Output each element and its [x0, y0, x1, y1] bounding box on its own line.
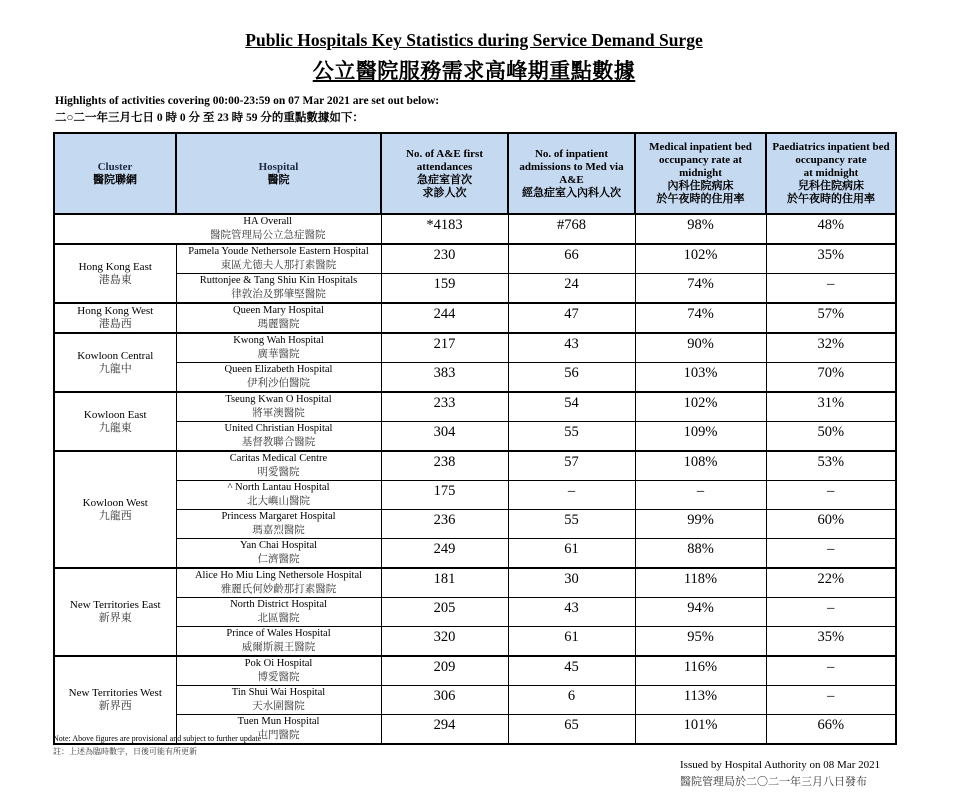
header-ae-attendances — [381, 133, 508, 214]
hospital-name-zh: 博愛醫院 — [257, 672, 300, 683]
med-admissions: 65 — [508, 715, 635, 745]
paed-occupancy: 70% — [766, 363, 896, 393]
hospital-name-cell — [176, 303, 381, 333]
med-occupancy: 118% — [635, 568, 766, 598]
header-hospital-zh: 醫院 — [267, 173, 290, 186]
hospital-row — [54, 274, 896, 304]
paed-occupancy: – — [766, 686, 896, 715]
hospital-row — [54, 686, 896, 715]
paed-occupancy: 31% — [766, 392, 896, 422]
header-admissions-zh: 經急症室入內科人次 — [522, 186, 621, 199]
ae-attendances: 383 — [381, 363, 508, 393]
med-occupancy: 102% — [635, 244, 766, 274]
note-english: Note: Above figures are provisional and subject to further update — [53, 734, 262, 743]
hospital-name-zh: 天水圍醫院 — [252, 701, 305, 712]
hospital-row — [54, 333, 896, 363]
hospital-name-zh: 瑪麗醫院 — [257, 319, 300, 330]
hospital-row — [54, 392, 896, 422]
med-occupancy: 90% — [635, 333, 766, 363]
cluster-cell — [54, 392, 176, 451]
note-chinese: 註：上述為臨時數字，日後可能有所更新 — [53, 747, 197, 756]
statistics-table — [53, 132, 897, 745]
hospital-row — [54, 481, 896, 510]
cluster-name-zh: 九龍西 — [98, 509, 132, 522]
ae-attendances: 236 — [381, 510, 508, 539]
hospital-row — [54, 627, 896, 657]
med-admissions: 45 — [508, 656, 635, 686]
med-occupancy: – — [635, 481, 766, 510]
cluster-cell — [54, 656, 176, 744]
hospital-name-en: Tuen Mun Hospital — [237, 716, 320, 727]
ae-attendances: 233 — [381, 392, 508, 422]
med-admissions: 47 — [508, 303, 635, 333]
hospital-name-cell — [176, 451, 381, 481]
header-cluster-en: Cluster — [97, 160, 133, 173]
hospital-name-zh: 伊利沙伯醫院 — [247, 378, 310, 389]
hospital-name-en: Caritas Medical Centre — [229, 453, 328, 464]
cluster-cell — [54, 568, 176, 656]
hospital-name-cell — [176, 568, 381, 598]
hospital-name-en: Alice Ho Miu Ling Nethersole Hospital — [194, 570, 363, 581]
hospital-name-cell — [176, 598, 381, 627]
hospital-name-en: Tseung Kwan O Hospital — [225, 394, 332, 405]
page-title-chinese: 公立醫院服務需求高峰期重點數據 — [312, 59, 636, 83]
paed-occupancy: – — [766, 274, 896, 304]
header-hospital — [176, 133, 381, 214]
ae-attendances: 249 — [381, 539, 508, 569]
cluster-name-en: Hong Kong East — [78, 260, 152, 273]
overall-label-zh: 醫院管理局公立急症醫院 — [210, 230, 326, 241]
overall-paed-occupancy: 48% — [766, 214, 896, 244]
paed-occupancy: – — [766, 481, 896, 510]
header-cluster-zh: 醫院聯網 — [93, 173, 137, 186]
hospital-name-cell — [176, 539, 381, 569]
hospital-name-en: Queen Elizabeth Hospital — [224, 364, 333, 375]
header-med-zh2: 於午夜時的住用率 — [656, 193, 745, 205]
ae-attendances: 217 — [381, 333, 508, 363]
hospital-name-cell — [176, 627, 381, 657]
med-occupancy: 99% — [635, 510, 766, 539]
hospital-row — [54, 539, 896, 569]
overall-row — [54, 214, 896, 244]
hospital-name-zh: 明愛醫院 — [257, 467, 300, 478]
header-ae-zh1: 急症室首次 — [417, 173, 472, 186]
med-occupancy: 103% — [635, 363, 766, 393]
med-occupancy: 95% — [635, 627, 766, 657]
paed-occupancy: 66% — [766, 715, 896, 745]
med-occupancy: 113% — [635, 686, 766, 715]
med-occupancy: 116% — [635, 656, 766, 686]
hospital-name-zh: 將軍澳醫院 — [252, 408, 305, 419]
hospital-name-en: Kwong Wah Hospital — [233, 335, 324, 346]
cluster-name-en: Kowloon West — [82, 496, 148, 509]
hospital-row — [54, 510, 896, 539]
header-paed-zh2: 於午夜時的住用率 — [787, 193, 875, 205]
header-medical-occupancy — [635, 133, 766, 214]
cluster-name-zh: 九龍東 — [98, 421, 132, 434]
hospital-name-zh: 北大嶼山醫院 — [247, 496, 310, 507]
hospital-name-cell — [176, 333, 381, 363]
cluster-name-en: New Territories East — [69, 599, 161, 611]
med-admissions: 57 — [508, 451, 635, 481]
paed-occupancy: 22% — [766, 568, 896, 598]
cluster-cell — [54, 451, 176, 568]
med-admissions: 24 — [508, 274, 635, 304]
ae-attendances: 306 — [381, 686, 508, 715]
issued-chinese: 醫院管理局於二〇二一年三月八日發布 — [680, 776, 867, 788]
hospital-row — [54, 303, 896, 333]
ae-attendances: 205 — [381, 598, 508, 627]
header-hospital-en: Hospital — [258, 160, 299, 173]
hospital-name-cell — [176, 422, 381, 452]
overall-ae: *4183 — [381, 214, 508, 244]
hospital-row — [54, 363, 896, 393]
overall-label-en: HA Overall — [243, 216, 293, 227]
hospital-name-en: United Christian Hospital — [224, 423, 333, 434]
med-occupancy: 108% — [635, 451, 766, 481]
header-paed-en1: Paediatrics inpatient bed occupancy rate — [772, 141, 890, 166]
hospital-name-en: Queen Mary Hospital — [233, 305, 324, 316]
hospital-name-en: Princess Margaret Hospital — [221, 511, 336, 522]
med-occupancy: 109% — [635, 422, 766, 452]
med-admissions: 54 — [508, 392, 635, 422]
header-admissions — [508, 133, 635, 214]
med-occupancy: 101% — [635, 715, 766, 745]
paed-occupancy: 32% — [766, 333, 896, 363]
overall-label — [54, 214, 381, 244]
hospital-name-cell — [176, 656, 381, 686]
med-admissions: 61 — [508, 539, 635, 569]
cluster-name-en: Kowloon Central — [77, 349, 154, 362]
cluster-name-zh: 港島西 — [98, 318, 132, 330]
hospital-row — [54, 451, 896, 481]
ae-attendances: 175 — [381, 481, 508, 510]
hospital-name-zh: 北區醫院 — [257, 613, 300, 624]
med-admissions: 43 — [508, 598, 635, 627]
header-paediatrics-occupancy — [766, 133, 896, 214]
issued-english: Issued by Hospital Authority on 08 Mar 2021 — [680, 759, 881, 771]
med-admissions: 6 — [508, 686, 635, 715]
hospital-name-en: ^ North Lantau Hospital — [227, 482, 330, 493]
paed-occupancy: 50% — [766, 422, 896, 452]
hospital-name-zh: 東區尤德夫人那打素醫院 — [220, 260, 337, 271]
med-admissions: 30 — [508, 568, 635, 598]
hospital-row — [54, 656, 896, 686]
hospital-name-cell — [176, 392, 381, 422]
hospital-name-cell — [176, 481, 381, 510]
paed-occupancy: 35% — [766, 627, 896, 657]
paed-occupancy: 57% — [766, 303, 896, 333]
highlights-chinese: 二○二一年三月七日 0 時 0 分 至 23 時 59 分的重點數據如下： — [55, 112, 364, 124]
hospital-name-cell — [176, 510, 381, 539]
med-admissions: 56 — [508, 363, 635, 393]
hospital-name-en: Ruttonjee & Tang Shiu Kin Hospitals — [199, 275, 358, 286]
hospital-name-en: Tin Shui Wai Hospital — [231, 687, 326, 698]
ae-attendances: 304 — [381, 422, 508, 452]
med-admissions: 61 — [508, 627, 635, 657]
hospital-name-zh: 基督教聯合醫院 — [241, 437, 316, 448]
med-occupancy: 74% — [635, 303, 766, 333]
paed-occupancy: – — [766, 539, 896, 569]
cluster-name-zh: 新界西 — [98, 700, 132, 712]
table-header-row — [54, 133, 896, 214]
hospital-name-cell — [176, 686, 381, 715]
header-ae-en: No. of A&E first attendances — [406, 147, 483, 173]
hospital-name-zh: 仁濟醫院 — [257, 554, 300, 565]
highlights-english: Highlights of activities covering 00:00-23:59 on 07 Mar 2021 are set out below: — [55, 95, 440, 107]
cluster-name-zh: 九龍中 — [98, 362, 132, 375]
cluster-cell — [54, 333, 176, 392]
paed-occupancy: 35% — [766, 244, 896, 274]
ae-attendances: 238 — [381, 451, 508, 481]
hospital-name-en: Pamela Youde Nethersole Eastern Hospital — [188, 246, 369, 257]
med-occupancy: 94% — [635, 598, 766, 627]
cluster-name-en: New Territories West — [68, 687, 162, 699]
cluster-cell — [54, 303, 176, 333]
hospital-name-zh: 廣華醫院 — [257, 349, 300, 360]
header-med-en: Medical inpatient bed occupancy rate at midnight — [649, 141, 752, 179]
hospital-name-en: North District Hospital — [230, 599, 327, 610]
overall-admissions: #768 — [508, 214, 635, 244]
page-title-english: Public Hospitals Key Statistics during Service Demand Surge — [245, 30, 703, 50]
overall-med-occupancy: 98% — [635, 214, 766, 244]
ae-attendances: 320 — [381, 627, 508, 657]
ae-attendances: 294 — [381, 715, 508, 745]
cluster-name-zh: 港島東 — [98, 273, 132, 286]
cluster-name-en: Kowloon East — [83, 408, 147, 421]
hospital-name-cell — [176, 363, 381, 393]
hospital-row — [54, 598, 896, 627]
med-occupancy: 74% — [635, 274, 766, 304]
ae-attendances: 159 — [381, 274, 508, 304]
ae-attendances: 244 — [381, 303, 508, 333]
med-admissions: – — [508, 481, 635, 510]
med-occupancy: 88% — [635, 539, 766, 569]
hospital-name-en: Pok Oi Hospital — [244, 658, 313, 669]
med-admissions: 55 — [508, 422, 635, 452]
header-ae-zh2: 求診人次 — [422, 186, 467, 199]
paed-occupancy: 60% — [766, 510, 896, 539]
ae-attendances: 209 — [381, 656, 508, 686]
hospital-name-zh: 威爾斯親王醫院 — [241, 642, 316, 653]
header-paed-zh1: 兒科住院病床 — [798, 180, 864, 192]
cluster-name-en: Hong Kong West — [77, 305, 154, 317]
ae-attendances: 230 — [381, 244, 508, 274]
cluster-name-zh: 新界東 — [98, 612, 132, 624]
med-admissions: 43 — [508, 333, 635, 363]
paed-occupancy: 53% — [766, 451, 896, 481]
hospital-name-zh: 瑪嘉烈醫院 — [252, 525, 305, 536]
med-admissions: 55 — [508, 510, 635, 539]
hospital-row — [54, 422, 896, 452]
hospital-name-cell — [176, 274, 381, 304]
hospital-name-zh: 律敦治及鄧肇堅醫院 — [231, 289, 326, 300]
hospital-row — [54, 244, 896, 274]
header-med-zh1: 內科住院病床 — [667, 180, 734, 192]
hospital-name-en: Prince of Wales Hospital — [226, 628, 331, 639]
cluster-cell — [54, 244, 176, 303]
hospital-row — [54, 568, 896, 598]
header-cluster — [54, 133, 176, 214]
hospital-name-zh: 雅麗氏何妙齡那打素醫院 — [220, 584, 337, 595]
header-admissions-en: No. of inpatient admissions to Med via A&E — [519, 147, 624, 186]
med-occupancy: 102% — [635, 392, 766, 422]
hospital-name-en: Yan Chai Hospital — [239, 540, 318, 551]
med-admissions: 66 — [508, 244, 635, 274]
ae-attendances: 181 — [381, 568, 508, 598]
paed-occupancy: – — [766, 656, 896, 686]
hospital-name-cell — [176, 244, 381, 274]
header-paed-en2: at midnight — [803, 167, 859, 179]
hospital-name-zh: 屯門醫院 — [257, 730, 300, 741]
paed-occupancy: – — [766, 598, 896, 627]
